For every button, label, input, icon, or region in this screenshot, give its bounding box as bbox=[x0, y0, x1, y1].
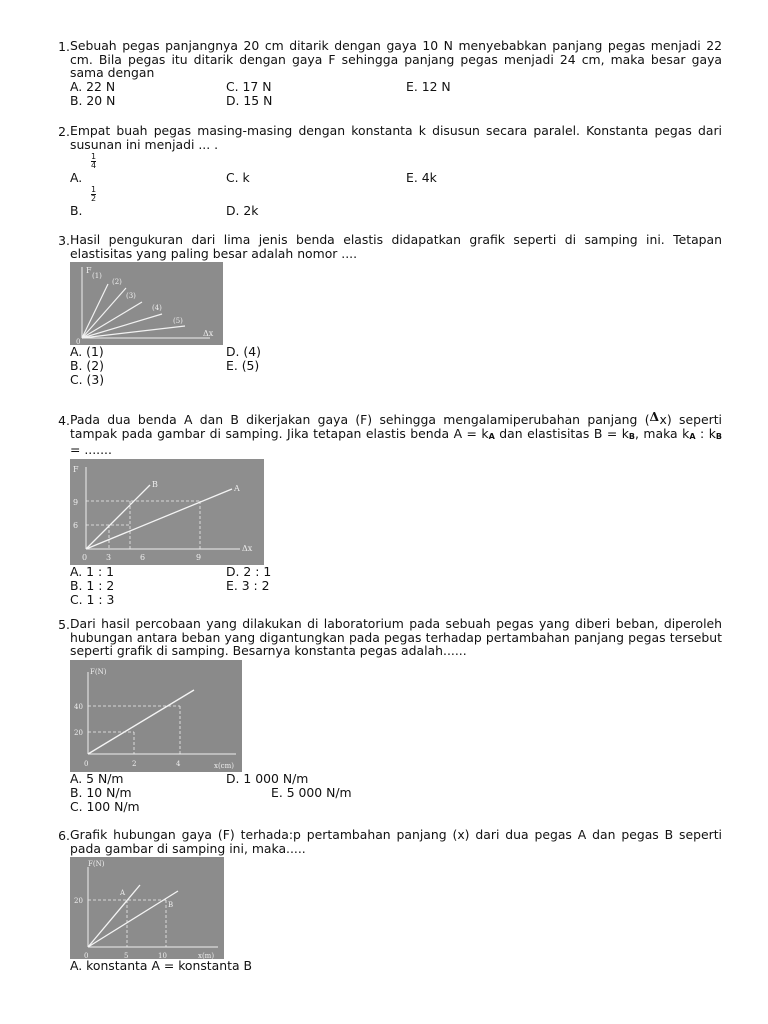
option-c[interactable]: C. 100 N/m bbox=[70, 798, 140, 814]
figure-elasticity-graph bbox=[70, 262, 223, 345]
option-b[interactable]: B. 1 : 2 bbox=[70, 577, 115, 593]
line-4-label: (4) bbox=[152, 304, 162, 313]
question-number: 1. bbox=[58, 39, 70, 54]
option-b[interactable]: B. 20 N bbox=[70, 92, 116, 108]
option-e[interactable]: E. (5) bbox=[226, 358, 260, 374]
option-b[interactable]: B. bbox=[70, 203, 83, 219]
x-axis-label: x(cm) bbox=[214, 761, 234, 770]
option-d[interactable]: D. 2 : 1 bbox=[226, 563, 272, 579]
y-tick-40: 40 bbox=[74, 702, 83, 711]
option-e[interactable]: E. 3 : 2 bbox=[226, 577, 270, 593]
answer-options bbox=[70, 959, 722, 973]
option-c[interactable]: C. k bbox=[226, 170, 250, 186]
option-a[interactable]: A. 22 N bbox=[70, 78, 116, 94]
option-d[interactable]: D. 2k bbox=[226, 203, 259, 219]
x-axis-label: x(m) bbox=[198, 952, 215, 960]
fraction-a: $\frac{1}{4}$ bbox=[91, 152, 97, 171]
question-6 bbox=[40, 828, 722, 973]
option-e[interactable]: E. 5 000 N/m bbox=[271, 784, 352, 800]
question-number: 3. bbox=[58, 233, 70, 248]
x-tick-9: 9 bbox=[196, 552, 202, 562]
option-b[interactable]: B. (2) bbox=[70, 358, 104, 374]
answer-options bbox=[70, 151, 722, 219]
question-text: Grafik hubungan gaya (F) terhada:p pertambahan panjang (x) dari dua pegas A dan pegas B seperti pada gambar di samping ini, maka..... bbox=[70, 827, 722, 856]
answer-options bbox=[70, 80, 722, 108]
option-c[interactable]: C. 1 : 3 bbox=[70, 591, 115, 607]
line-a-label: A bbox=[120, 889, 126, 898]
question-text: Pada dua benda A dan B dikerjakan gaya (F) sehingga mengalamiperubahan panjang ( Δ x) seperti tampak pada gambar di samping. Jika tetapan elastis benda $A = k_A$ dan elastisitas $B = k_B$, maka $k_A$ : $k_B$ = ....... bbox=[70, 409, 722, 458]
figure-force-extension-ab bbox=[70, 459, 264, 565]
question-text: Sebuah pegas panjangnya 20 cm ditarik dengan gaya 10 N menyebabkan panjang pegas menjadi 22 cm. Bila pegas itu ditarik dengan gaya F sehingga panjang pegas menjadi 24 cm, maka besar gaya sama dengan bbox=[70, 38, 722, 81]
option-d[interactable]: D. 1 000 N/m bbox=[226, 770, 309, 786]
fraction-b: $\frac{1}{2}$ bbox=[91, 185, 97, 204]
option-e[interactable]: E. 4k bbox=[406, 170, 437, 186]
x-tick-6: 6 bbox=[140, 552, 146, 562]
question-3 bbox=[40, 233, 722, 387]
figure-load-extension-graph bbox=[70, 660, 242, 772]
x-tick-2: 2 bbox=[132, 759, 137, 768]
x-tick-5: 5 bbox=[124, 952, 129, 960]
question-4 bbox=[40, 409, 722, 607]
x-axis-label: Δx bbox=[242, 543, 253, 553]
y-axis-label: F(N) bbox=[90, 667, 107, 676]
x-tick-10: 10 bbox=[158, 952, 167, 960]
option-a[interactable]: A. (1) bbox=[70, 344, 104, 360]
question-text: Dari hasil percobaan yang dilakukan di laboratorium pada sebuah pegas yang diberi beban, diperoleh hubungan antara beban yang digantungkan pada pegas terhadap pertambahan panjang pegas tersebut seperti grafik di samping. Besarnya konstanta pegas adalah...... bbox=[70, 616, 722, 659]
y-axis-label: F bbox=[86, 266, 92, 276]
option-b[interactable]: B. 10 N/m bbox=[70, 784, 132, 800]
y-axis-label: F bbox=[73, 464, 79, 474]
option-e[interactable]: E. 12 N bbox=[406, 78, 451, 94]
line-b-label: B bbox=[168, 901, 174, 910]
figure-springs-ab-graph bbox=[70, 857, 224, 959]
answer-options bbox=[70, 345, 722, 387]
line-2-label: (2) bbox=[112, 278, 122, 287]
origin-label: 0 bbox=[76, 338, 81, 346]
line-3-label: (3) bbox=[126, 292, 136, 301]
delta-symbol: Δ bbox=[649, 409, 660, 424]
question-number: 6. bbox=[58, 828, 70, 843]
option-a[interactable]: A. 1 : 1 bbox=[70, 563, 114, 579]
x-tick-0: 0 bbox=[82, 552, 88, 562]
y-tick-20: 20 bbox=[74, 728, 83, 737]
y-tick-6: 6 bbox=[73, 520, 79, 530]
option-a[interactable]: A. 5 N/m bbox=[70, 770, 124, 786]
question-text: Empat buah pegas masing-masing dengan konstanta k disusun secara paralel. Konstanta pegas dari susunan ini menjadi ... . bbox=[70, 123, 722, 152]
question-1 bbox=[40, 39, 722, 108]
x-tick-0: 0 bbox=[84, 952, 89, 960]
x-tick-4: 4 bbox=[176, 759, 181, 768]
question-number: 5. bbox=[58, 617, 70, 632]
answer-options bbox=[70, 772, 722, 814]
answer-options bbox=[70, 565, 722, 607]
x-tick-3: 3 bbox=[106, 552, 112, 562]
x-axis-label: Δx bbox=[203, 329, 214, 339]
line-1-label: (1) bbox=[92, 272, 102, 281]
question-text: Hasil pengukuran dari lima jenis benda elastis didapatkan grafik seperti di samping ini. Tetapan elastisitas yang paling besar adalah nomor .... bbox=[70, 232, 722, 261]
option-d[interactable]: D. (4) bbox=[226, 344, 261, 360]
line-5-label: (5) bbox=[173, 317, 183, 326]
question-5 bbox=[40, 617, 722, 814]
question-number: 2. bbox=[58, 124, 70, 139]
option-c[interactable]: C. 17 N bbox=[226, 78, 272, 94]
line-a-label: A bbox=[234, 483, 240, 493]
line-b-label: B bbox=[152, 479, 158, 489]
question-number: 4. bbox=[58, 413, 70, 428]
x-tick-0: 0 bbox=[84, 759, 89, 768]
option-c[interactable]: C. (3) bbox=[70, 372, 105, 388]
option-a[interactable]: A. bbox=[70, 170, 83, 186]
y-tick-20: 20 bbox=[74, 897, 83, 906]
y-axis-label: F(N) bbox=[88, 860, 105, 869]
option-d[interactable]: D. 15 N bbox=[226, 92, 273, 108]
option-a[interactable]: A. konstanta A = konstanta B bbox=[70, 958, 253, 974]
question-2 bbox=[40, 124, 722, 219]
y-tick-9: 9 bbox=[73, 497, 79, 507]
